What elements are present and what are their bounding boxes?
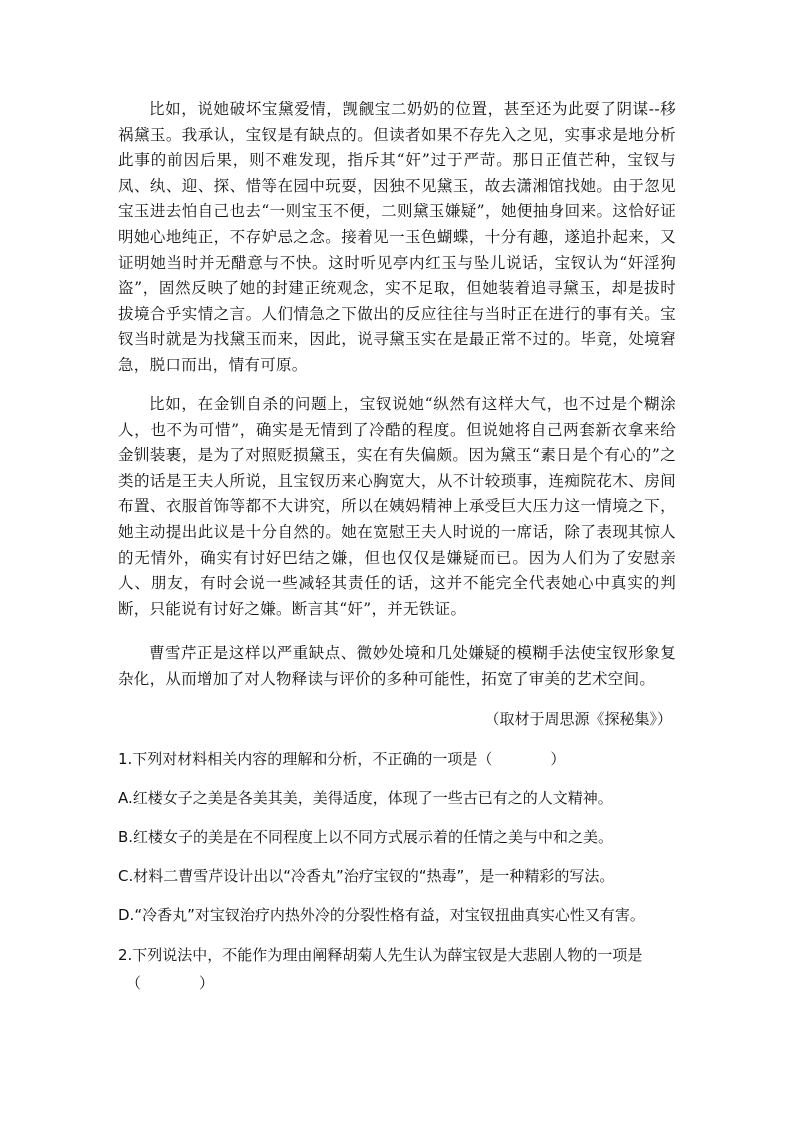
question-1-stem: 1.下列对材料相关内容的理解和分析，不正确的一项是（ [118,750,493,768]
option-c: C.材料二曹雪芹设计出以“冷香丸”治疗宝钗的“热毒”，是一种精彩的写法。 [118,867,615,885]
question-2-paren [118,969,678,997]
question-1-close: ） [550,750,566,768]
paren-close: ） [199,974,215,992]
option-d: D.“冷香丸”对宝钗治疗内热外冷的分裂性格有益，对宝钗扭曲真实心性又有害。 [118,906,645,924]
question-1 [118,745,678,773]
option-a: A.红楼女子之美是各美其美，美得适度，体现了一些古已有之的人文精神。 [118,789,613,807]
question-2-stem: 2.下列说法中，不能作为理由阐释胡菊人先生认为薛宝钗是大悲剧人物的一项是 [118,946,643,964]
passage-paragraph-3: 曹雪芹正是这样以严重缺点、微妙处境和几处嫌疑的模糊手法使宝钗形象复杂化，从而增加了对人物释读与评价的多种可能性，拓宽了审美的艺术空间。 [118,644,676,688]
passage-paragraph-2: 比如，在金钏自杀的问题上，宝钗说她“纵然有这样大气，也不过是个糊涂人，也不为可惜”，确实是无情到了冷酷的程度。但说她将自己两套新衣拿来给金钏装裹，是为了对照贬损黛玉，实在有失偏颇。因为黛玉“素日是个有心的”之类的话是王夫人所说，且宝钗历来心胸宽大，从不计较琐事，连痴院花木、房间布置、衣服首饰等都不大讲究，所以在姨妈精神上承受巨大压力这一情境之下，她主动提出此议是十分自然的。她在宽慰王夫人时说的一席话，除了表现其惊人的无情外，确实有讨好巴结之嫌，但也仅仅是嫌疑而已。因为人们为了安慰亲人、朋友，有时会说一些减轻其责任的话，这并不能完全代表她心中真实的判断，只能说有讨好之嫌。断言其“奸”，并无铁证。 [118,395,676,618]
passage-paragraph-1: 比如，说她破坏宝黛爱情，觊觎宝二奶奶的位置，甚至还为此耍了阴谋--移祸黛玉。我承认，宝钗是有缺点的。但读者如果不存先入之见，实事求是地分析此事的前因后果，则不难发现，指斥其“奸”过于严苛。那日正值芒种，宝钗与凤、纨、迎、探、惜等在园中玩耍，因独不见黛玉，故去潇湘馆找她。由于忽见宝玉进去怕自己也去“一则宝玉不便，二则黛玉嫌疑”，她便抽身回来。这恰好证明她心地纯正，不存妒忌之念。接着见一玉色蝴蝶，十分有趣，遂追扑起来，又证明她当时并无醋意与不快。这时听见亭内红玉与坠儿说话，宝钗认为“奸淫狗盗”，固然反映了她的封建正统观念，实不足取，但她装着追寻黛玉，却是拔时拔境合乎实情之言。人们情急之下做出的反应往往与当时正在进行的事有关。宝钗当时就是为找黛玉而来，因此，说寻黛玉实在是最正常不过的。毕竟，处境窘急，脱口而出，情有可原。 [118,100,676,374]
question-2 [118,941,678,997]
option-b: B.红楼女子的美是在不同程度上以不同方式展示着的任情之美与中和之美。 [118,828,614,846]
paren-open: （ [126,974,142,992]
source-citation: （取材于周思源《探秘集》） [484,710,672,728]
